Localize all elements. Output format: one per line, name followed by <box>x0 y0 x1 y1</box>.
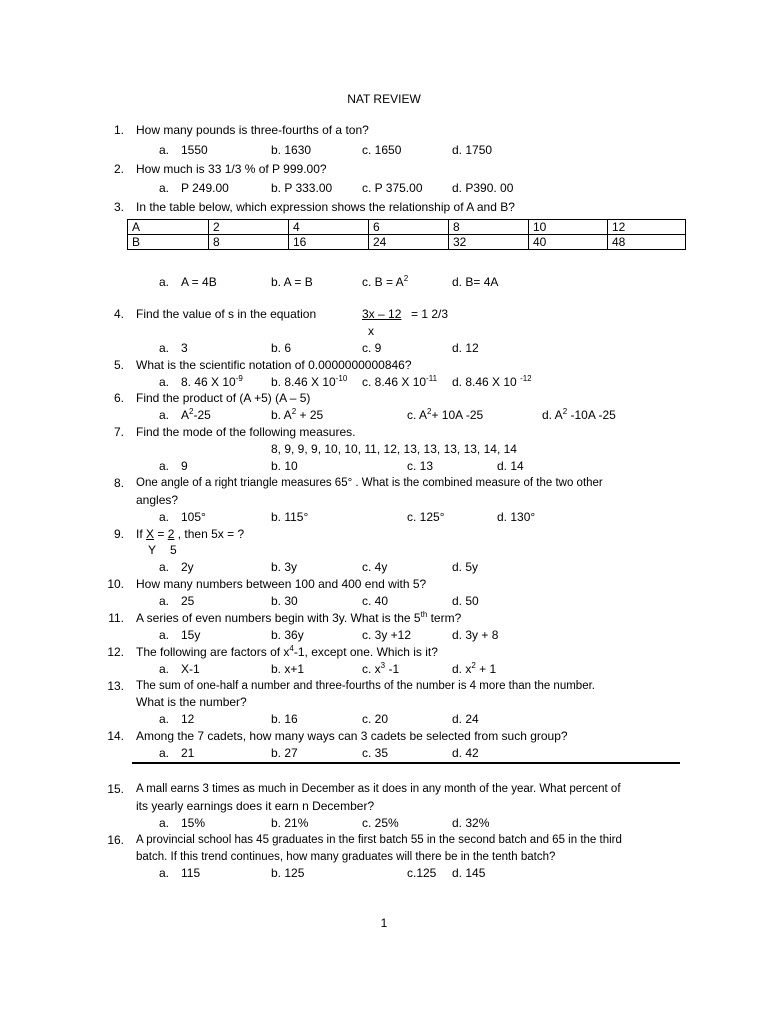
table-row <box>128 220 686 235</box>
option-d-text: + 1 <box>475 662 497 676</box>
table-cell: B <box>128 235 209 250</box>
superscript: 2 <box>471 661 476 670</box>
option-b: b. 6 <box>271 341 292 355</box>
fraction-denominator: Y <box>148 543 157 557</box>
option-c <box>362 662 399 676</box>
table-cell: 40 <box>529 235 608 250</box>
fraction-denominator: x <box>368 324 374 338</box>
if-word: If <box>136 527 143 541</box>
question-text-end: -1, except one. Which is it? <box>293 645 438 659</box>
option-letter: a. <box>159 866 170 880</box>
option-d: d. 32% <box>452 816 490 830</box>
question-text: How much is 33 1/3 % of P 999.00? <box>136 162 327 176</box>
superscript: -12 <box>520 374 532 383</box>
section-divider <box>132 762 680 764</box>
question-text: A provincial school has 45 graduates in the first batch 55 in the second batch and 65 in the third <box>136 834 622 846</box>
superscript: 3 <box>380 661 386 670</box>
page-number: 1 <box>380 916 388 930</box>
option-b: b. 21% <box>271 816 309 830</box>
option-letter: a. <box>159 712 170 726</box>
table-cell: 32 <box>449 235 529 250</box>
superscript: 2 <box>427 407 432 416</box>
question-text: Among the 7 cadets, how many ways can 3 cadets be selected from such group? <box>136 729 568 743</box>
equation-rhs: = 1 2/3 <box>411 307 449 321</box>
option-c <box>362 275 408 289</box>
option-b: b. 115° <box>271 510 309 524</box>
option-c: c. 35 <box>362 746 389 760</box>
option-d: d. 145 <box>452 866 486 880</box>
option-c: c. 3y +12 <box>362 628 412 642</box>
option-a-text: 8. 46 X 10 <box>181 375 236 389</box>
option-c: c. 125° <box>407 510 445 524</box>
option-c-text: c. 8.46 X 10 <box>362 375 427 389</box>
question-number: 13. <box>107 679 124 693</box>
option-a: P 249.00 <box>181 181 229 195</box>
option-letter: a. <box>159 628 170 642</box>
option-c: c. 25% <box>362 816 399 830</box>
option-d <box>542 408 616 422</box>
option-d: d. 5y <box>452 560 479 574</box>
option-d: d. 3y + 8 <box>452 628 499 642</box>
option-a: 115 <box>181 866 201 880</box>
option-c: c. P 375.00 <box>362 181 423 195</box>
superscript: 2 <box>562 407 568 416</box>
option-a <box>181 408 211 422</box>
option-b: b. 3y <box>271 560 298 574</box>
option-d: d. 12 <box>452 341 479 355</box>
option-c <box>362 375 437 389</box>
superscript: -11 <box>426 374 438 383</box>
option-d: d. 14 <box>497 459 524 473</box>
option-letter: a. <box>159 408 170 422</box>
question-text <box>136 527 244 541</box>
option-a-text: A <box>181 408 190 422</box>
table-cell: A <box>128 220 209 235</box>
option-a: 1550 <box>181 143 208 157</box>
option-d: d. 50 <box>452 594 479 608</box>
table-cell: 6 <box>369 220 449 235</box>
question-text: Find the mode of the following measures. <box>136 425 356 439</box>
option-d: d. 1750 <box>452 143 493 157</box>
option-a: 21 <box>181 746 195 760</box>
table-cell: 24 <box>369 235 449 250</box>
option-c-text: + 10A -25 <box>431 408 484 422</box>
fraction-numerator: X <box>146 527 155 541</box>
option-d <box>452 375 532 389</box>
question-number: 9. <box>113 527 124 541</box>
option-b: b. x+1 <box>271 662 305 676</box>
option-c: c. 4y <box>362 560 388 574</box>
question-number: 15. <box>107 782 124 796</box>
option-a: 9 <box>181 459 188 473</box>
option-c-text: c. B = A <box>362 275 404 289</box>
option-c: c.125 <box>407 866 437 880</box>
question-text: The sum of one-half a number and three-fourths of the number is 4 more than the number. <box>136 680 595 692</box>
option-letter: a. <box>159 594 170 608</box>
option-b: b. 30 <box>271 594 298 608</box>
relationship-table <box>127 219 686 250</box>
option-a: 2y <box>181 560 194 574</box>
question-text-continued: batch. If this trend continues, how many graduates will there be in the tenth batch? <box>136 851 556 863</box>
option-c-text: c. A <box>407 408 428 422</box>
option-b: b. 16 <box>271 712 298 726</box>
equals-sign: = <box>154 527 168 541</box>
question-text: A mall earns 3 times as much in December as it does in any month of the year. What percent of <box>136 783 621 795</box>
option-b: b. P 333.00 <box>271 181 333 195</box>
question-number: 4. <box>113 307 124 321</box>
question-number: 16. <box>107 833 124 847</box>
question-text-continued: its yearly earnings does it earn n December? <box>136 799 375 813</box>
option-letter: a. <box>159 375 170 389</box>
option-d-text: d. 8.46 X 10 <box>452 375 521 389</box>
question-number: 12. <box>107 645 124 659</box>
option-a <box>181 375 243 389</box>
superscript: -10 <box>335 374 348 383</box>
option-letter: a. <box>159 143 170 157</box>
superscript: 2 <box>403 274 409 283</box>
option-letter: a. <box>159 560 170 574</box>
option-letter: a. <box>159 510 170 524</box>
option-a: 15y <box>181 628 201 642</box>
option-b <box>271 408 323 422</box>
option-letter: a. <box>159 341 170 355</box>
superscript: 4 <box>289 644 294 653</box>
table-row <box>128 235 686 250</box>
option-c: c. 9 <box>362 341 382 355</box>
question-number: 11. <box>108 611 124 625</box>
option-letter: a. <box>159 816 170 830</box>
option-b: b. A = B <box>271 275 313 289</box>
option-d: d. P390. 00 <box>452 181 514 195</box>
option-d: d. 24 <box>452 712 479 726</box>
option-letter: a. <box>159 275 170 289</box>
option-d-text: d. x <box>452 662 472 676</box>
question-text-main: The following are factors of x <box>136 645 290 659</box>
measures-list: 8, 9, 9, 9, 10, 10, 11, 12, 13, 13, 13, 13, 14, 14 <box>271 442 517 456</box>
question-number: 14. <box>107 729 124 743</box>
table-cell: 12 <box>608 220 686 235</box>
option-d-text: -10A -25 <box>567 408 616 422</box>
option-c: c. 20 <box>362 712 389 726</box>
table-cell: 16 <box>289 235 369 250</box>
question-text: In the table below, which expression shows the relationship of A and B? <box>136 200 515 214</box>
superscript: 2 <box>291 407 297 416</box>
option-a: 3 <box>181 341 188 355</box>
question-text-continued: angles? <box>136 493 179 507</box>
question-number: 8. <box>113 476 124 490</box>
option-b: b. 10 <box>271 459 298 473</box>
option-b-text: + 25 <box>296 408 324 422</box>
option-d-text: d. A <box>542 408 563 422</box>
question-text-end: term? <box>427 611 462 625</box>
option-a: 12 <box>181 712 195 726</box>
question-text-rest: , then 5x = ? <box>174 527 245 541</box>
option-d: d. B= 4A <box>452 275 499 289</box>
question-text: How many pounds is three-fourths of a ton? <box>136 123 369 137</box>
option-letter: a. <box>159 662 170 676</box>
option-b-text: b. A <box>271 408 292 422</box>
fraction-numerator: 2 <box>167 527 175 541</box>
superscript: th <box>420 610 428 619</box>
option-a: 25 <box>181 594 195 608</box>
table-cell: 8 <box>449 220 529 235</box>
option-a: A = 4B <box>181 275 217 289</box>
option-letter: a. <box>159 459 170 473</box>
question-number: 1. <box>113 123 124 137</box>
question-text: What is the scientific notation of 0.0000000000846? <box>136 358 412 372</box>
table-cell: 2 <box>209 220 289 235</box>
option-c-text: -1 <box>385 662 400 676</box>
question-number: 6. <box>113 391 124 405</box>
option-c-text: c. x <box>362 662 381 676</box>
option-b: b. 27 <box>271 746 298 760</box>
question-text: One angle of a right triangle measures 65° . What is the combined measure of the two other <box>136 477 603 489</box>
option-b-text: b. 8.46 X 10 <box>271 375 336 389</box>
option-letter: a. <box>159 746 170 760</box>
page-title: NAT REVIEW <box>347 92 421 106</box>
option-c: c. 40 <box>362 594 389 608</box>
question-number: 5. <box>113 358 124 372</box>
superscript: -9 <box>235 374 243 383</box>
option-a: 105° <box>181 510 206 524</box>
option-a: X-1 <box>181 662 200 676</box>
option-b: b. 125 <box>271 866 305 880</box>
option-c: c. 13 <box>407 459 434 473</box>
question-text: Find the product of (A +5) (A – 5) <box>136 391 311 405</box>
table-cell: 48 <box>608 235 686 250</box>
question-text <box>136 645 438 659</box>
question-text <box>136 611 461 625</box>
fraction-numerator: 3x – 12 <box>362 307 402 321</box>
question-text-main: A series of even numbers begin with 3y. What is the 5 <box>136 611 421 625</box>
superscript: 2 <box>189 407 194 416</box>
option-b: b. 36y <box>271 628 304 642</box>
question-number: 7. <box>113 425 124 439</box>
option-c <box>407 408 483 422</box>
option-a-text: -25 <box>193 408 211 422</box>
table-cell: 8 <box>209 235 289 250</box>
table-cell: 4 <box>289 220 369 235</box>
table-cell: 10 <box>529 220 608 235</box>
option-d <box>452 662 496 676</box>
fraction-denominator: 5 <box>170 543 177 557</box>
question-text: Find the value of s in the equation <box>136 307 317 321</box>
option-d: d. 42 <box>452 746 479 760</box>
question-number: 2. <box>113 162 124 176</box>
option-b: b. 1630 <box>271 143 312 157</box>
question-number: 10. <box>107 577 124 591</box>
question-number: 3. <box>113 200 124 214</box>
question-text: How many numbers between 100 and 400 end with 5? <box>136 577 427 591</box>
question-text-continued: What is the number? <box>136 695 247 709</box>
option-a: 15% <box>181 816 206 830</box>
option-letter: a. <box>159 181 170 195</box>
option-b <box>271 375 347 389</box>
option-d: d. 130° <box>497 510 536 524</box>
option-c: c. 1650 <box>362 143 402 157</box>
